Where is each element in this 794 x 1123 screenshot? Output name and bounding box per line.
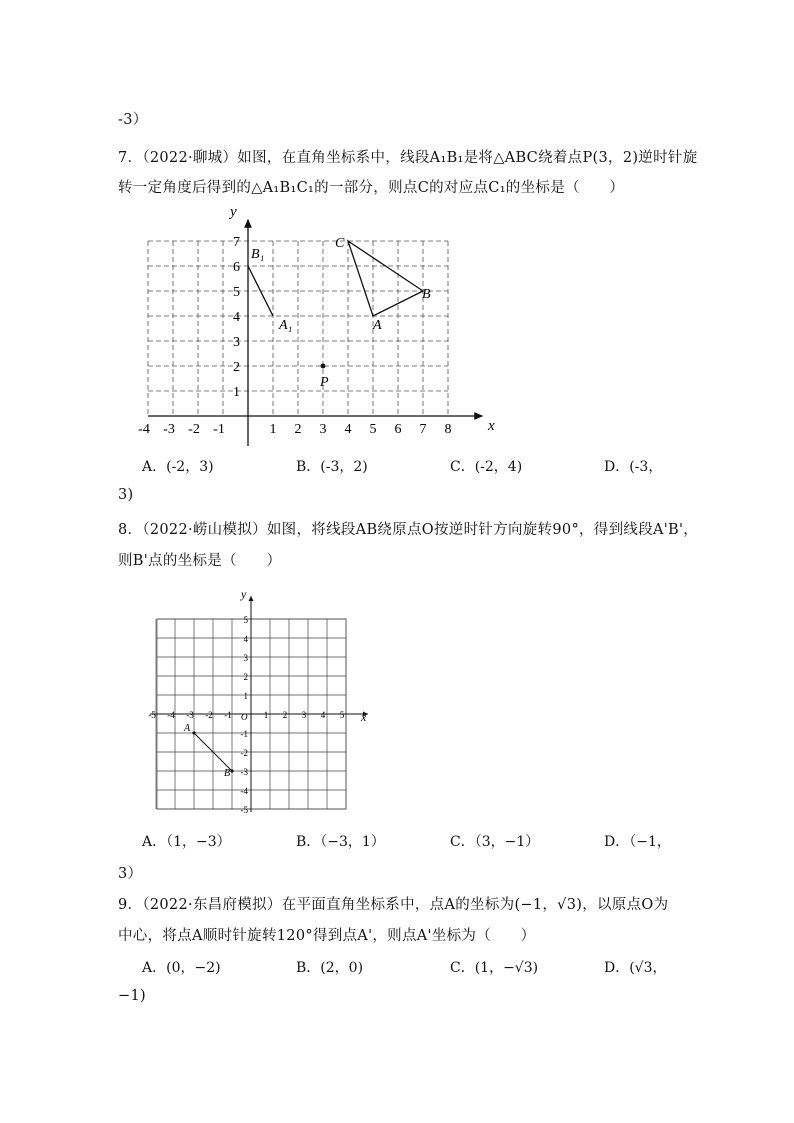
q7-x-tick-label: 1 [269,422,277,437]
q7-option-a[interactable]: A．(-2，3) [142,459,214,475]
q9-option-c[interactable]: C．(1，−√3) [450,960,539,976]
q8-y-tick-label: -4 [240,786,248,796]
q8-y-tick-label: -5 [240,805,248,815]
q8-x-tick-label: 4 [320,710,326,720]
q8-y-tick-label: -1 [240,729,248,739]
q8-y-tick-label: 3 [243,653,248,663]
q8-x-axis-label: x [361,710,367,724]
q7-x-tick-label: -2 [188,422,200,437]
q9-option-d-wrap: −1) [118,988,146,1004]
q8-y-tick-label: 2 [243,672,248,682]
q8-point-b [230,769,233,772]
q7-label-p: P [320,375,329,390]
q7-option-c[interactable]: C．(-2，4) [450,459,523,475]
q8-y-tick-label: 4 [243,634,248,644]
q7-y-tick-label: 4 [233,310,240,325]
q7-y-tick-label: 3 [233,335,240,350]
q7-label-a: A [373,318,382,333]
q8-x-tick-label: -1 [224,710,232,720]
q8-origin-label: O [241,712,248,722]
q8-x-tick-label: -4 [167,710,175,720]
q7-y-tick-label: 7 [233,235,240,250]
q7-point-p [321,364,326,369]
q8-y-tick-label: -2 [240,748,248,758]
q8-x-tick-label: 3 [301,710,307,720]
q8-x-tick-label: 2 [282,710,288,720]
q7-x-tick-label: -4 [138,422,150,437]
q7-y-axis-label: y [230,204,237,220]
q8-label-b: B [224,768,231,779]
q8-option-d[interactable]: D．（−1， [604,834,671,850]
q7-x-tick-label: 5 [369,422,377,437]
q7-x-tick-label: 4 [344,422,352,437]
q7-figure [0,195,794,455]
q7-x-tick-label: 7 [419,422,427,437]
q8-option-c[interactable]: C．（3，−1） [450,834,540,850]
continuation-text: -3） [118,112,148,128]
q8-x-tick-label: -3 [186,710,194,720]
q7-y-tick-label: 6 [233,260,240,275]
q7-label-b1: B₁ [251,247,265,262]
q7-grid [148,241,448,416]
q8-y-tick-label: 1 [243,691,248,701]
q9-stem-line1: 9．（2022·东昌府模拟）在平面直角坐标系中，点A的坐标为(−1，√3)，以原点O为 [118,897,669,913]
q8-y-tick-label: -3 [240,767,248,777]
q8-y-tick-label: 5 [243,615,248,625]
q8-x-tick-label: 5 [339,710,345,720]
q9-stem-line2: 中心，将点A顺时针旋转120°得到点A'，则点A'坐标为（ ） [118,928,536,944]
q8-label-a: A [184,723,191,734]
q7-x-tick-label: -3 [163,422,175,437]
q8-x-tick-label: 1 [263,710,269,720]
q8-y-axis-label: y [241,587,247,601]
q7-label-b: B [422,287,431,302]
q7-y-tick-label: 2 [233,360,240,375]
q7-x-tick-label: -1 [213,422,225,437]
q9-option-d[interactable]: D．(√3， [604,960,667,976]
q7-x-tick-label: 2 [294,422,302,437]
q7-stem-line1: 7．（2022·聊城）如图，在直角坐标系中，线段A₁B₁是将△ABC绕着点P(3，2)逆时针旋 [118,150,698,166]
q9-option-b[interactable]: B．(2，0) [296,960,364,976]
q7-option-d-wrap: 3) [118,487,134,503]
q7-x-tick-label: 8 [444,422,452,437]
q8-x-tick-label: -5 [148,710,156,720]
q8-x-tick-label: -2 [205,710,213,720]
q7-label-c: C [335,236,345,251]
q7-x-tick-label: 6 [394,422,402,437]
q7-x-axis-label: x [488,418,495,434]
q8-option-b[interactable]: B．（−3，1） [296,834,385,850]
q8-stem-line1: 8．（2022·崂山模拟）如图，将线段AB绕原点O按逆时针方向旋转90°，得到线段A'B'， [118,522,699,538]
q7-y-tick-label: 5 [233,285,240,300]
q7-option-b[interactable]: B．(-3，2) [296,459,368,475]
q8-figure [0,580,794,825]
q7-y-tick-label: 1 [233,385,240,400]
q9-option-a[interactable]: A．(0，−2) [142,960,221,976]
q8-option-d-wrap: 3） [118,866,143,882]
q7-stem-line2: 转一定角度后得到的△A₁B₁C₁的一部分，则点C的对应点C₁的坐标是（ ） [118,180,625,196]
q8-point-a [192,731,195,734]
q7-x-tick-label: 3 [319,422,327,437]
q7-option-d[interactable]: D．(-3， [604,459,663,475]
q7-triangle-abc [348,241,423,316]
q8-stem-line2: 则B'点的坐标是（ ） [118,553,282,569]
q7-label-a1: A₁ [279,318,293,333]
q8-option-a[interactable]: A．（1，−3） [142,834,231,850]
